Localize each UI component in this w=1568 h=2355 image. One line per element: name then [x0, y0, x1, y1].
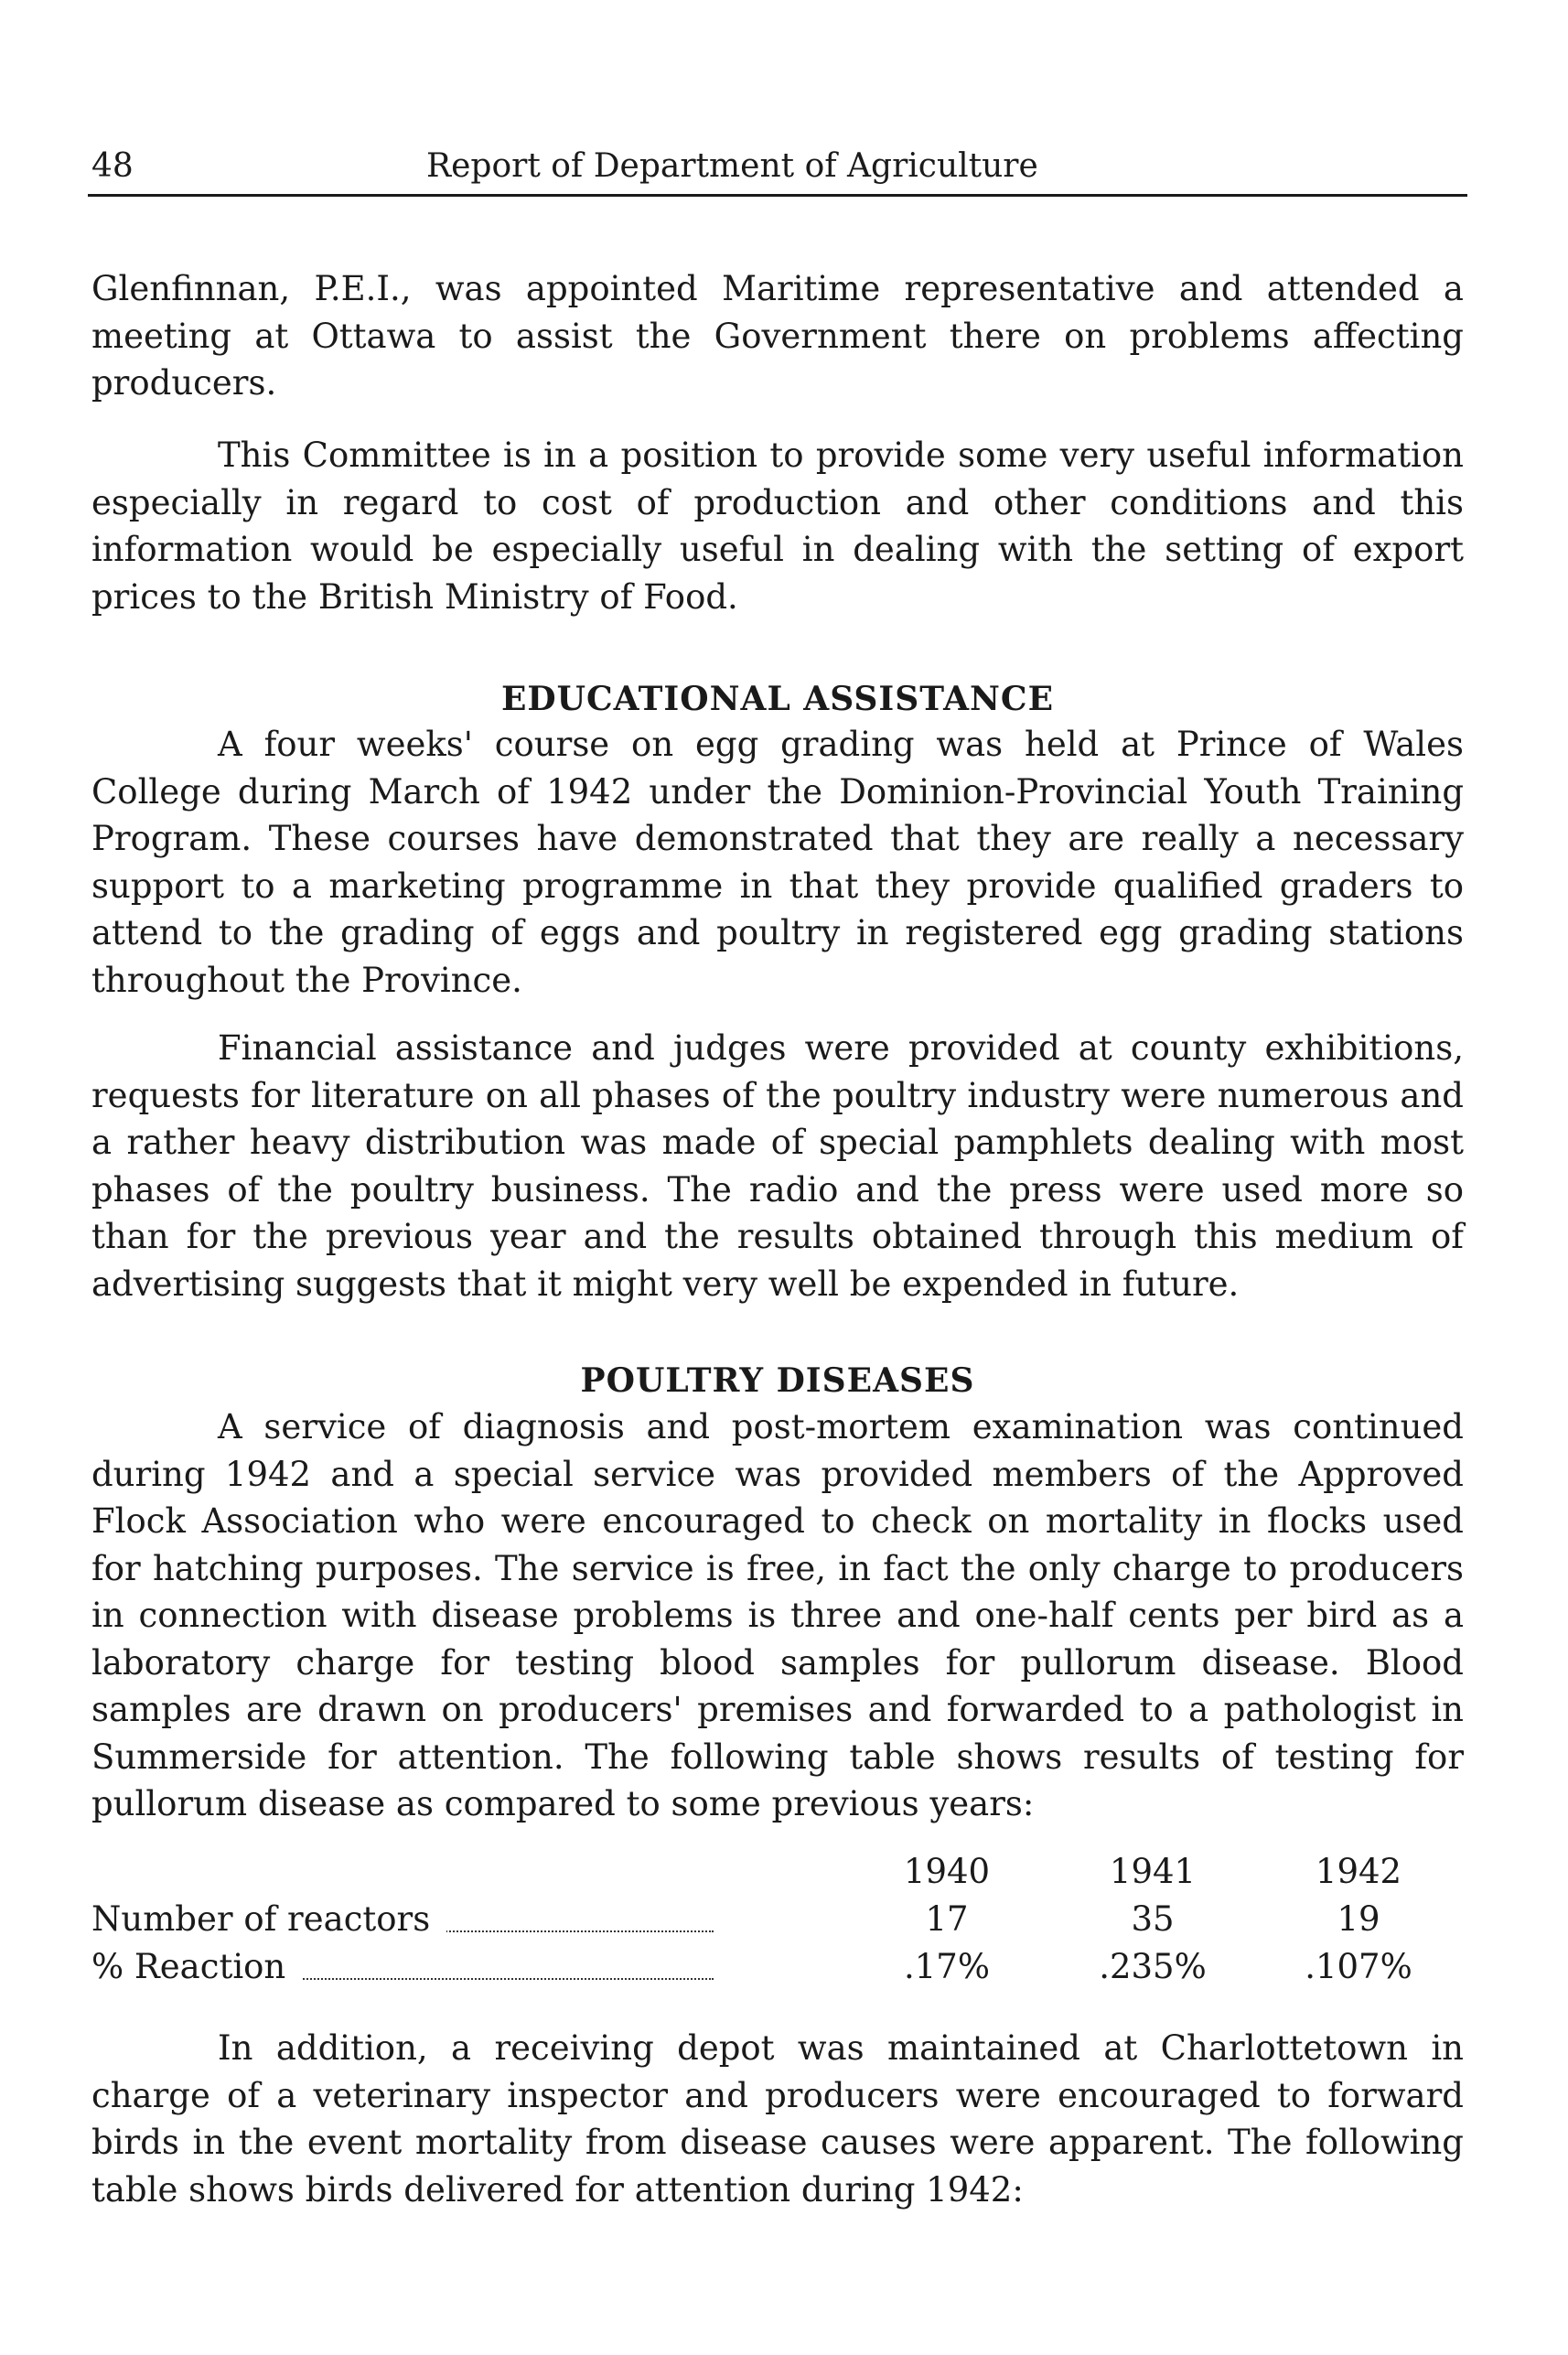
paragraph-committee: This Committee is in a position to provide some very useful information especially in regard to cost of production and other conditions and this information would be especially useful in dealing with the setting of export prices to the British Ministry of Food.	[91, 436, 1464, 617]
running-header	[88, 135, 1467, 197]
page-number: 48	[91, 147, 134, 185]
table-cell: .17%	[904, 1947, 990, 1986]
paragraph-receiving-depot: In addition, a receiving depot was maintained at Charlottetown in charge of a veterinary inspector and producers were encouraged to forward birds in the event mortality from disease causes were apparent. The following table shows birds delivered for attention during 1942:	[91, 2028, 1464, 2210]
table-cell: .107%	[1305, 1947, 1412, 1986]
table-cell: 17	[925, 1899, 969, 1939]
paragraph-glenfinnan: Glenfinnan, P.E.I., was appointed Maritime representative and attended a meeting at Ottawa to assist the Government there on problems affecting producers.	[91, 269, 1464, 403]
heading-poultry-diseases: POULTRY DISEASES	[580, 1361, 975, 1400]
table-cell: 35	[1131, 1899, 1175, 1939]
year-header: 1940	[903, 1852, 991, 1891]
heading-educational-assistance: EDUCATIONAL ASSISTANCE	[500, 680, 1055, 718]
table-row	[91, 1947, 1464, 1995]
row-label-reactors: Number of reactors	[91, 1899, 446, 1939]
paragraph-financial-assistance: Financial assistance and judges were provided at county exhibitions, requests for literature on all phases of the poultry industry were numerous and a rather heavy distribution was made of special pamphlets dealing with most phases of the poultry business. The radio and the press were used more so than for the previous year and the results obtained through this medium of advertising suggests that it might very well be expended in future.	[91, 1028, 1464, 1304]
paragraph-diagnosis-service: A service of diagnosis and post-mortem examination was continued during 1942 and a special service was provided members of the Approved Flock Association who were encouraged to check on mortality in flocks used for hatching purposes. The service is free, in fact the only charge to producers in connection with disease problems is three and one-half cents per bird as a laboratory charge for testing blood samples for pullorum disease. Blood samples are drawn on producers' premises and forwarded to a pathologist in Summerside for attention. The following table shows results of testing for pullorum disease as compared to some previous years:	[91, 1407, 1464, 1823]
year-header: 1942	[1315, 1852, 1402, 1891]
row-label-reaction: % Reaction	[91, 1947, 302, 1986]
running-title: Report of Department of Agriculture	[426, 147, 1038, 185]
table-cell: .235%	[1099, 1947, 1207, 1986]
pullorum-results-table	[91, 1852, 1464, 1995]
table-row	[91, 1899, 1464, 1947]
paragraph-egg-grading-course: A four weeks' course on egg grading was held at Prince of Wales College during March of 1942 under the Dominion-Provincial Youth Training Program. These courses have demonstrated that they are really a necessary support to a marketing programme in that they provide qualified graders to attend to the grading of eggs and poultry in registered egg grading stations throughout the Province.	[91, 725, 1464, 1000]
table-cell: 19	[1337, 1899, 1380, 1939]
table-header-row	[91, 1852, 1464, 1899]
year-header: 1941	[1109, 1852, 1197, 1891]
